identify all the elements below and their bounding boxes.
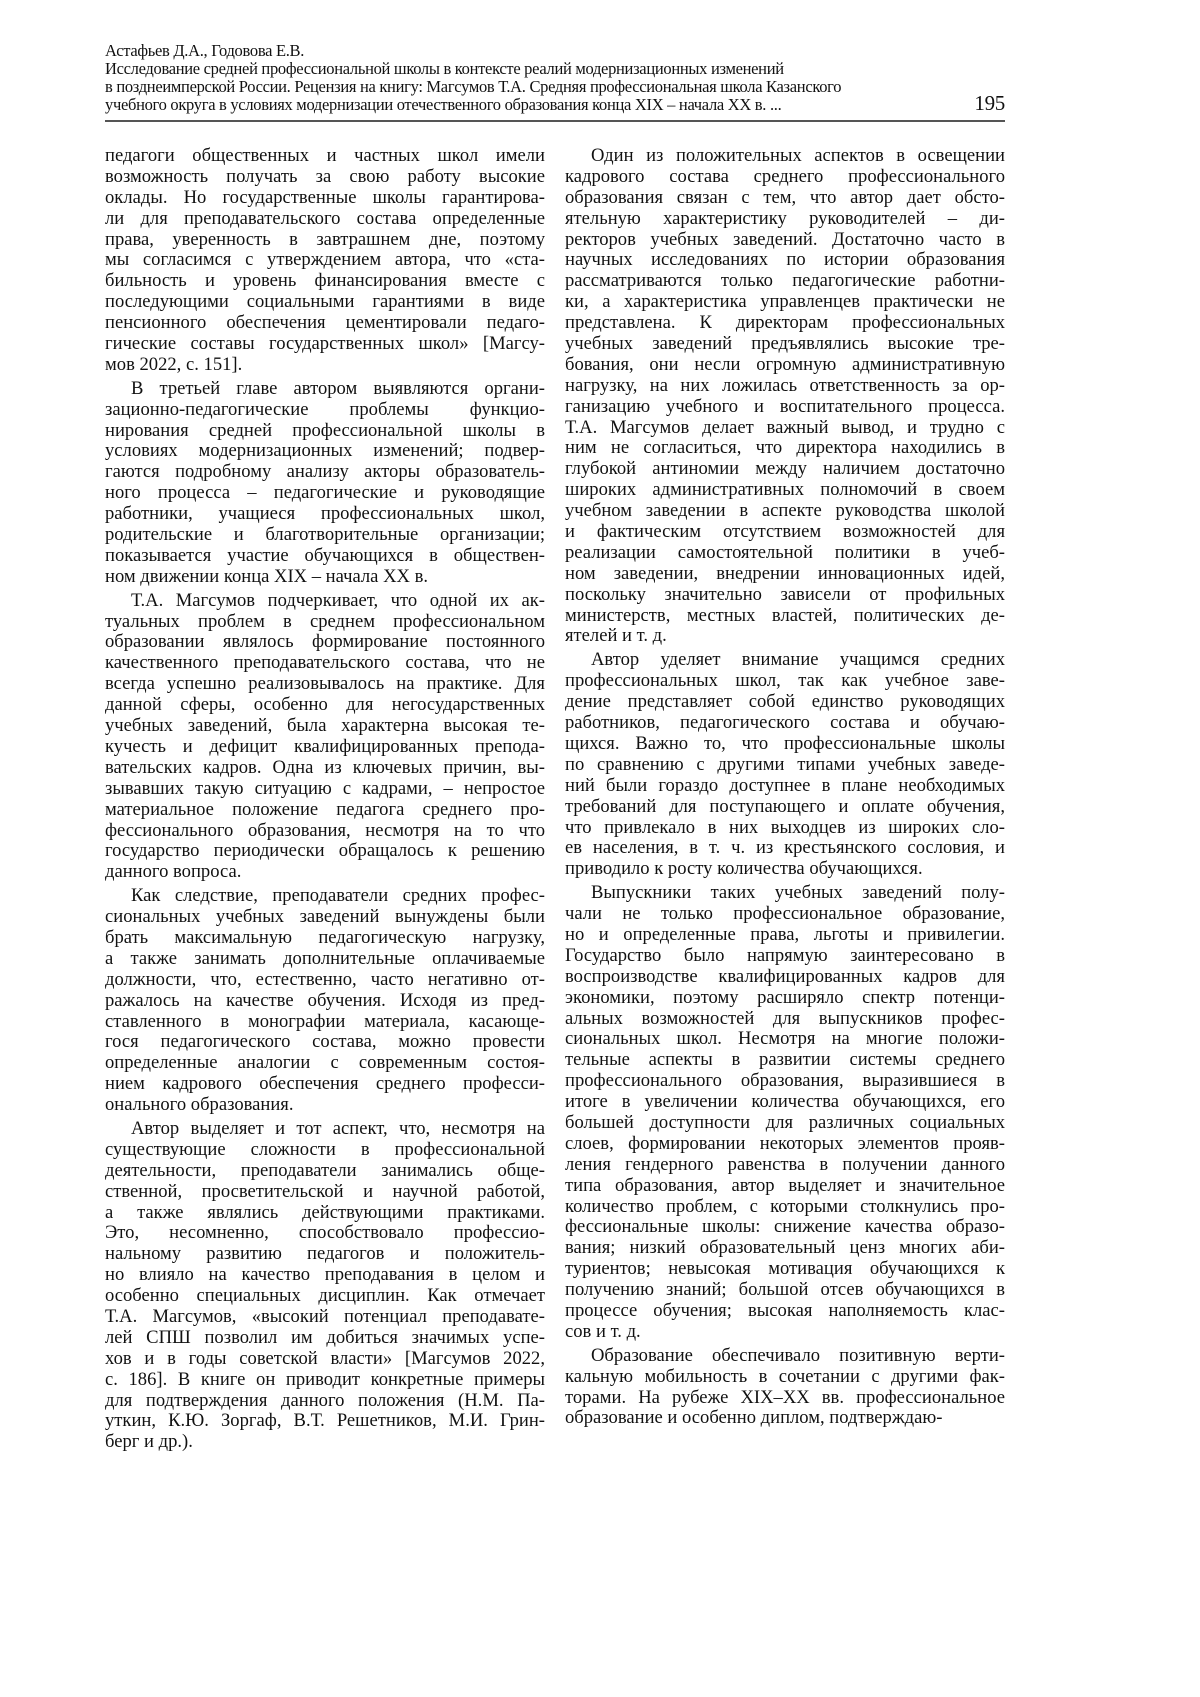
text-line: бования, они несли огромную административную [565,353,1005,375]
text-line: качественного преподавательского состава, что не [105,652,545,674]
text-line: Один из положительных аспектов в освещении [591,145,1005,166]
text-line: В третьей главе автором выявляются органи- [131,377,545,399]
text-line: гаются подробному анализу акторы образователь- [105,461,545,483]
text-line: воспроизводстве квалифицированных кадров для [565,965,1005,987]
text-line: требований для поступающего и оплате обучения, [565,795,1005,817]
text-line: Автор уделяет внимание учащимся средних [591,649,1005,671]
text-line: родительские и благотворительные организации; [105,524,545,546]
text-line: и фактическим отсутствием возможностей для [565,521,1005,543]
text-line: представлена. К директорам профессиональных [565,312,1005,334]
text-line: мов 2022, с. 151]. [105,353,243,375]
text-line: бильность и уровень финансирования вместе с [105,270,545,292]
text-line: ректоров учебных заведений. Достаточно часто в [565,228,1005,250]
text-line: уткин, К.Ю. Зоргаф, В.Т. Решетников, М.И. Грин- [105,1410,545,1432]
text-line: ки, а характеристика управленцев практически не [565,291,1005,313]
text-line: приводило к росту количества обучающихся. [565,858,923,880]
text-line: получению знаний; большой отсев обучающихся в [565,1279,1005,1301]
text-line: количество проблем, с которыми столкнулись про- [565,1195,1005,1217]
text-line: фессионального образования, несмотря на то что [105,819,545,841]
text-line: гося педагогического состава, можно провести [105,1031,545,1053]
text-line: ственной, просветительской и научной работой, [105,1180,545,1202]
text-line: последующими социальными гарантиями в виде [105,291,545,313]
text-line: сиональных учебных заведений вынуждены были [105,906,545,928]
text-line: материальное положение педагога среднего про- [105,798,545,820]
text-line: вательских кадров. Одна из ключевых причин, вы- [105,756,545,778]
text-line: существующие сложности в профессиональной [105,1138,545,1160]
text-line: образование и особенно диплом, подтверждаю- [565,1407,943,1429]
text-line: образовании являлось формирование постоянного [105,631,545,653]
running-header [105,42,1005,114]
text-line: учебных заведений предъявлялись высокие тре- [565,333,1005,355]
header-title-line: Исследование средней профессиональной школы в контексте реалий модернизационных изменений [105,59,784,78]
text-line: Автор выделяет и тот аспект, что, несмотря на [131,1117,545,1139]
text-line: глубокой антиномии между наличием достаточно [565,458,1005,480]
text-line: нальному развитию педагогов и положитель- [105,1243,545,1265]
text-line: хов и в годы советской власти» [Магсумов 2022, [105,1347,545,1369]
text-line: данного вопроса. [105,861,242,883]
paragraph [565,650,1005,880]
text-line: но влияло на качество преподавания в целом и [105,1264,545,1286]
text-line: но и определенные права, льготы и привилегии. [565,923,1005,945]
text-line: большей доступности для различных социальных [565,1111,1005,1133]
text-line: для подтверждения данного положения (Н.М. Па- [105,1389,545,1411]
text-line: профессиональных школ, так как учебное заве- [565,670,1005,692]
text-line: учебном заведении в аспекте руководства школой [565,500,1005,522]
paragraph [105,591,545,883]
text-line: широких административных полномочий в своем [565,479,1005,501]
text-line: фессиональные школы: снижение качества образо- [565,1216,1005,1238]
text-line: туальных проблем в среднем профессиональном [105,610,545,632]
text-line: туриентов; невысокая мотивация обучающихся к [565,1258,1005,1280]
text-line: ятельную характеристику руководителей – ди- [565,207,1005,229]
text-line: учебных заведений, была характерна высокая те- [105,715,545,737]
text-line: кучесть и дефицит квалифицированных препода- [105,735,545,757]
text-line: ном движении конца XIX – начала XX в. [105,565,429,587]
text-line: ном заведении, внедрении инновационных идей, [565,562,1005,584]
text-line: деятельности, преподаватели занимались обще- [105,1159,545,1181]
text-line: ев населения, в т. ч. из крестьянского сословия, и [565,837,1005,859]
text-line: Выпускники таких учебных заведений полу- [591,882,1005,904]
text-line: Образование обеспечивало позитивную верти- [591,1344,1005,1366]
text-line: а также занимать дополнительные оплачиваемые [105,947,545,969]
text-line: щихся. Важно то, что профессиональные школы [565,732,1005,754]
text-line: Т.А. Магсумов подчеркивает, что одной их ак- [131,589,545,611]
text-line: ного процесса – педагогические и руководящие [105,482,545,504]
text-line: Как следствие, преподаватели средних профес- [131,885,545,907]
text-line: Т.А. Магсумов делает важный вывод, и трудно с [565,416,1005,438]
text-line: педагоги общественных и частных школ имели [105,145,545,166]
text-line: ления гендерного равенства в получении данного [565,1153,1005,1175]
page-number: 195 [974,91,1005,115]
text-line: министерств, местных властей, политических де- [565,604,1005,626]
text-line: чали не только профессиональное образование, [565,903,1005,925]
text-line: реализации самостоятельной политики в учеб- [565,541,1005,563]
text-line: ставленного в монографии материала, касающе- [105,1010,545,1032]
text-line: сиональных школ. Несмотря на многие положи- [565,1028,1005,1050]
paragraph [565,146,1005,647]
text-line: Это, несомненно, способствовало профессио- [105,1222,545,1244]
text-line: слоев, формировании некоторых элементов прояв- [565,1132,1005,1154]
text-line: права, уверенность в завтрашнем дне, поэтому [105,228,545,250]
text-line: нагрузку, на них ложилась ответственность за ор- [565,374,1005,396]
text-line: особенно специальных дисциплин. Как отмечает [105,1285,545,1307]
text-line: зывавших такую ситуацию с кадрами, – непростое [105,777,545,799]
text-line: дение представляет собой единство руководящих [565,691,1005,713]
text-line: кадрового состава среднего профессионального [565,165,1005,187]
text-line: образования связан с тем, что автор дает обсто- [565,186,1005,208]
left-column [105,146,545,1456]
paragraph [105,1119,545,1453]
text-line: ражалось на качестве обучения. Исходя из пред- [105,989,545,1011]
text-line: показывается участие обучающихся в обществен- [105,544,545,566]
text-line: научных исследованиях по истории образования [565,249,1005,271]
text-line: должности, что, естественно, часто негативно от- [105,968,545,990]
text-line: что привлекало в них выходцев из широких сло- [565,816,1005,838]
text-line: сов и т. д. [565,1320,641,1342]
text-line: гические составы государственных школ» [Магсу- [105,333,545,355]
text-line: данной сферы, особенно для негосударственных [105,694,545,716]
text-line: вания; низкий образовательный ценз многих аби- [565,1237,1005,1259]
text-line: пенсионного обеспечения цементировали педаго- [105,312,545,334]
text-line: кальную мобильность в сочетании с другими фак- [565,1365,1005,1387]
text-line: оклады. Но государственные школы гарантирова- [105,186,545,208]
header-rule [105,120,1005,122]
text-line: тельные аспекты в развитии системы среднего [565,1049,1005,1071]
paragraph [565,1346,1005,1430]
text-line: по сравнению с другими типами учебных заведе- [565,753,1005,775]
text-line: профессионального образования, выразившиеся в [565,1070,1005,1092]
text-line: Государство было напрямую заинтересовано в [565,944,1005,966]
text-line: зационно-педагогические проблемы функцио- [105,398,545,420]
text-line: процессе обучения; высокая наполняемость клас- [565,1299,1005,1321]
text-line: берг и др.). [105,1431,193,1453]
text-line: возможность получать за свою работу высокие [105,165,545,187]
text-line: Т.А. Магсумов, «высокий потенциал преподавате- [105,1305,545,1327]
text-line: экономики, поэтому расширяло спектр потенци- [565,986,1005,1008]
text-line: ний были гораздо доступнее в плане необходимых [565,774,1005,796]
text-line: всегда успешно реализовывалось на практике. Для [105,673,545,695]
header-title-line: учебного округа в условиях модернизации отечественного образования конца XIX – начала XX в. ... [105,95,782,114]
header-title-line: в позднеимперской России. Рецензия на книгу: Магсумов Т.А. Средняя профессиональная школа Казанского [105,77,842,96]
header-authors: Астафьев Д.А., Годовова Е.В. [105,41,305,60]
text-line: работников, педагогического состава и обучаю- [565,712,1005,734]
right-column [565,146,1005,1432]
text-line: работники, учащиеся профессиональных школ, [105,503,545,525]
text-line: определенные аналогии с современным состоя- [105,1052,545,1074]
paragraph [105,146,545,376]
paragraph [105,886,545,1116]
text-line: ятелей и т. д. [565,625,667,647]
text-line: нием кадрового обеспечения среднего професси- [105,1073,545,1095]
paragraph [565,883,1005,1343]
text-line: итоге в увеличении количества обучающихся, его [565,1091,1005,1113]
text-line: рассматриваются только педагогические работни- [565,270,1005,292]
text-line: ганизацию учебного и воспитательного процесса. [565,395,1005,417]
text-line: торами. На рубеже XIX–XX вв. профессиональное [565,1386,1005,1408]
text-line: лей СПШ позволил им добиться значимых успе- [105,1326,545,1348]
text-line: а также являлись действующими практиками. [105,1201,545,1223]
text-line: альных возможностей для выпускников профес- [565,1007,1005,1029]
text-line: онального образования. [105,1094,294,1116]
text-line: с. 186]. В книге он приводит конкретные примеры [105,1368,545,1390]
text-line: условиях модернизационных изменений; подвер- [105,440,545,462]
text-line: типа образования, автор выделяет и значительное [565,1174,1005,1196]
text-line: государство периодически обращалось к решению [105,840,545,862]
text-line: нирования средней профессиональной школы в [105,419,545,441]
text-line: мы согласимся с утверждением автора, что «ста- [105,249,545,271]
text-line: поскольку значительно зависели от профильных [565,583,1005,605]
text-line: ним не согласиться, что директора находились в [565,437,1005,459]
paragraph [105,379,545,588]
text-line: брать максимальную педагогическую нагрузку, [105,926,545,948]
text-line: ли для преподавательского состава определенные [105,207,545,229]
